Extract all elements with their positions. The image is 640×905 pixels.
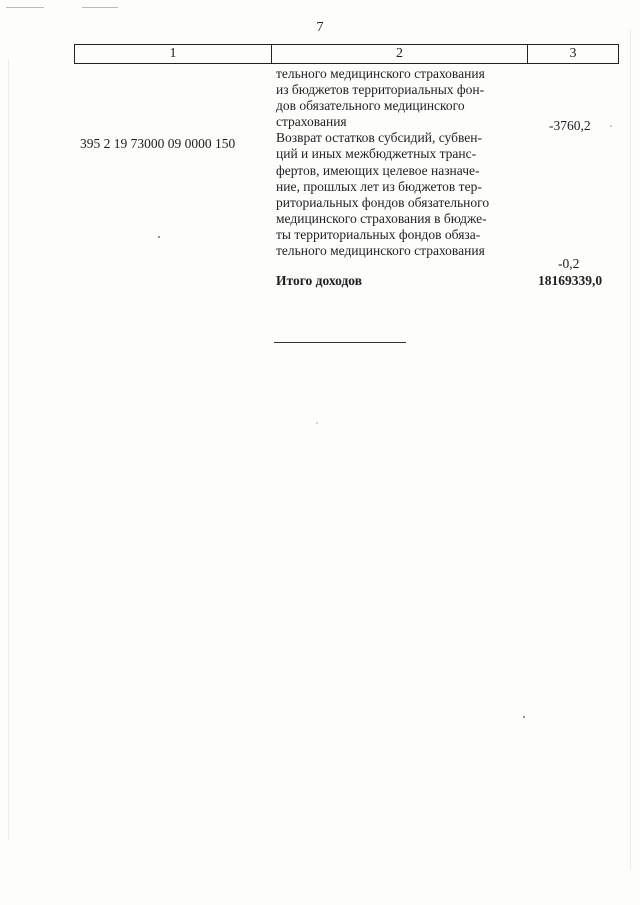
row2-line-5: риториальных фондов обязательного: [276, 194, 490, 210]
column-header-3: 3: [528, 45, 619, 64]
row2-line-8: тельного медицинского страхования: [276, 243, 485, 259]
row-description-column: [276, 66, 520, 259]
row2-line-6: медицинского страхования в бюдже-: [276, 210, 487, 226]
table-header: [74, 44, 619, 64]
row2-value: -0,2: [558, 256, 580, 271]
page-number: 7: [316, 20, 324, 35]
column-header-1: 1: [75, 45, 272, 64]
row1-line-2: из бюджетов территориальных фон-: [276, 82, 485, 98]
column-header-2: 2: [272, 45, 528, 64]
row-code: 395 2 19 73000 09 0000 150: [80, 136, 236, 151]
total-label: Итого доходов: [276, 273, 362, 288]
row1-line-3: дов обязательного медицинского: [276, 98, 465, 114]
end-rule: [274, 342, 406, 343]
row2-line-7: ты территориальных фондов обяза-: [276, 226, 481, 242]
row1-line-4: страхования: [276, 114, 347, 130]
row1-value: -3760,2: [549, 118, 591, 133]
row2-line-3: фертов, имеющих целевое назначе-: [276, 162, 480, 178]
row2-line-2: ций и иных межбюджетных транс-: [276, 146, 477, 162]
row2-line-4: ние, прошлых лет из бюджетов тер-: [276, 178, 482, 194]
row2-line-1: Возврат остатков субсидий, субвен-: [276, 130, 482, 146]
total-value: 18169339,0: [538, 273, 603, 288]
row1-line-1: тельного медицинского страхования: [276, 66, 485, 81]
